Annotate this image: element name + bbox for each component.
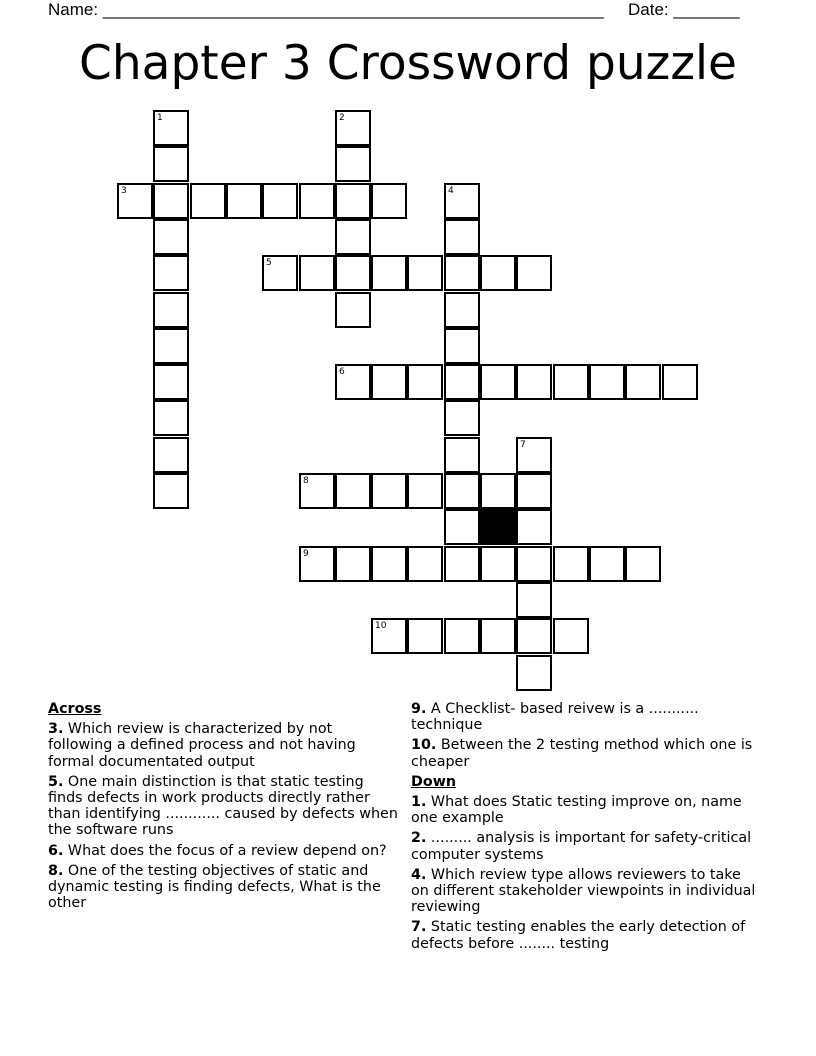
clue-down-4	[411, 867, 763, 916]
grid-cell[interactable]	[480, 255, 516, 291]
grid-cell[interactable]	[444, 255, 480, 291]
across-heading: Across	[48, 701, 102, 717]
grid-cell[interactable]	[407, 473, 443, 509]
clue-text: Which review type allows reviewers to take on different stakeholder viewpoints in individual reviewing	[411, 866, 756, 916]
grid-cell[interactable]	[553, 618, 589, 654]
grid-cell[interactable]	[262, 183, 298, 219]
clue-number: 5.	[48, 773, 64, 790]
grid-cell[interactable]	[444, 509, 480, 545]
grid-cell[interactable]	[407, 618, 443, 654]
grid-cell[interactable]	[153, 292, 189, 328]
grid-cell[interactable]	[335, 364, 371, 400]
clue-down-7	[411, 919, 763, 951]
grid-cell[interactable]	[153, 400, 189, 436]
clue-text: Which review is characterized by not following a defined process and not having formal documentated output	[48, 721, 356, 770]
grid-cell[interactable]	[153, 255, 189, 291]
grid-cell[interactable]	[444, 364, 480, 400]
clue-down-1	[411, 794, 763, 826]
grid-cell[interactable]	[516, 437, 552, 473]
clue-number: 3.	[48, 721, 64, 738]
grid-cell[interactable]	[335, 219, 371, 255]
clue-text: One main distinction is that static testing finds defects in work products directly rather than identifying ............ caused by defects when the software runs	[48, 773, 398, 839]
grid-cell[interactable]	[153, 473, 189, 509]
grid-cell[interactable]	[335, 146, 371, 182]
clue-across-5	[48, 774, 400, 839]
grid-cell[interactable]	[444, 400, 480, 436]
clue-number: 4.	[411, 866, 427, 883]
grid-cell[interactable]	[516, 364, 552, 400]
grid-cell[interactable]	[335, 255, 371, 291]
grid-cell[interactable]	[299, 255, 335, 291]
grid-cell[interactable]	[153, 183, 189, 219]
grid-cell[interactable]	[153, 437, 189, 473]
clue-start-number: 1	[157, 113, 163, 123]
grid-cell[interactable]	[335, 183, 371, 219]
down-heading: Down	[411, 773, 457, 790]
grid-cell[interactable]	[444, 437, 480, 473]
grid-cell[interactable]	[153, 219, 189, 255]
grid-cell[interactable]	[516, 509, 552, 545]
grid-cell[interactable]	[444, 292, 480, 328]
clue-across-9	[411, 701, 763, 733]
grid-cell[interactable]	[444, 473, 480, 509]
clue-start-number: 8	[303, 476, 309, 486]
clue-text: Static testing enables the early detection of defects before ........ testing	[411, 919, 746, 952]
clue-text: ......... analysis is important for safety-critical computer systems	[411, 830, 752, 863]
grid-cell[interactable]	[444, 328, 480, 364]
grid-cell[interactable]	[335, 546, 371, 582]
grid-cell[interactable]	[299, 546, 335, 582]
grid-cell[interactable]	[335, 473, 371, 509]
grid-cell[interactable]	[553, 546, 589, 582]
clue-start-number: 7	[520, 440, 526, 450]
grid-cell[interactable]	[516, 655, 552, 691]
grid-cell[interactable]	[516, 546, 552, 582]
clue-start-number: 9	[303, 549, 309, 559]
grid-cell[interactable]	[190, 183, 226, 219]
clue-text: A Checklist- based reivew is a ........... technique	[411, 701, 699, 734]
clue-text: One of the testing objectives of static and dynamic testing is finding defects, What is the other	[48, 862, 381, 912]
clue-down-2	[411, 830, 763, 862]
puzzle-title: Chapter 3 Crossword puzzle	[79, 36, 737, 91]
grid-cell[interactable]	[153, 328, 189, 364]
grid-cell[interactable]	[407, 364, 443, 400]
clue-start-number: 4	[448, 186, 454, 196]
grid-cell[interactable]	[589, 364, 625, 400]
grid-cell[interactable]	[662, 364, 698, 400]
clue-text: Between the 2 testing method which one is cheaper	[411, 737, 753, 770]
grid-cell[interactable]	[371, 618, 407, 654]
clue-across-10	[411, 737, 763, 769]
clue-start-number: 2	[339, 113, 345, 123]
date-field-label[interactable]: Date: _______	[628, 0, 740, 19]
grid-cell[interactable]	[371, 473, 407, 509]
grid-cell[interactable]	[299, 473, 335, 509]
grid-cell[interactable]	[480, 364, 516, 400]
grid-cell[interactable]	[371, 364, 407, 400]
grid-cell[interactable]	[117, 183, 153, 219]
clue-number: 7.	[411, 919, 427, 936]
grid-cell[interactable]	[480, 546, 516, 582]
clue-number: 6.	[48, 842, 64, 859]
clue-text: What does the focus of a review depend on?	[63, 842, 387, 859]
grid-cell[interactable]	[226, 183, 262, 219]
grid-cell[interactable]	[625, 546, 661, 582]
grid-cell[interactable]	[516, 618, 552, 654]
grid-cell[interactable]	[262, 255, 298, 291]
grid-cell[interactable]	[299, 183, 335, 219]
grid-cell[interactable]	[589, 546, 625, 582]
grid-cell[interactable]	[444, 618, 480, 654]
clue-start-number: 5	[266, 258, 272, 268]
grid-cell[interactable]	[444, 183, 480, 219]
clue-across-6	[48, 843, 400, 859]
grid-cell[interactable]	[407, 255, 443, 291]
clue-number: 8.	[48, 862, 64, 879]
clue-number: 2.	[411, 830, 427, 847]
grid-cell[interactable]	[371, 255, 407, 291]
clue-start-number: 3	[121, 186, 127, 196]
grid-cell[interactable]	[553, 364, 589, 400]
clue-number: 10.	[411, 737, 437, 754]
clue-number: 1.	[411, 794, 427, 811]
clue-start-number: 10	[375, 621, 387, 631]
grid-cell[interactable]	[335, 110, 371, 146]
grid-cell[interactable]	[516, 255, 552, 291]
grid-cell[interactable]	[444, 546, 480, 582]
grid-block	[480, 509, 516, 545]
grid-cell[interactable]	[335, 292, 371, 328]
grid-cell[interactable]	[371, 183, 407, 219]
grid-cell[interactable]	[444, 219, 480, 255]
clues-column-right	[411, 701, 763, 956]
clue-start-number: 6	[339, 367, 345, 377]
name-field-label[interactable]: Name: _____________________________________________________	[48, 0, 604, 19]
grid-cell[interactable]	[480, 473, 516, 509]
grid-cell[interactable]	[153, 364, 189, 400]
grid-cell[interactable]	[625, 364, 661, 400]
grid-cell[interactable]	[407, 546, 443, 582]
grid-cell[interactable]	[480, 618, 516, 654]
clue-across-3	[48, 721, 400, 770]
grid-cell[interactable]	[153, 146, 189, 182]
grid-cell[interactable]	[371, 546, 407, 582]
grid-cell[interactable]	[516, 473, 552, 509]
clue-text: What does Static testing improve on, name one example	[411, 794, 742, 827]
clue-across-8	[48, 863, 400, 912]
grid-cell[interactable]	[153, 110, 189, 146]
clues-column-left	[48, 701, 400, 915]
grid-cell[interactable]	[516, 582, 552, 618]
clue-number: 9.	[411, 701, 427, 717]
